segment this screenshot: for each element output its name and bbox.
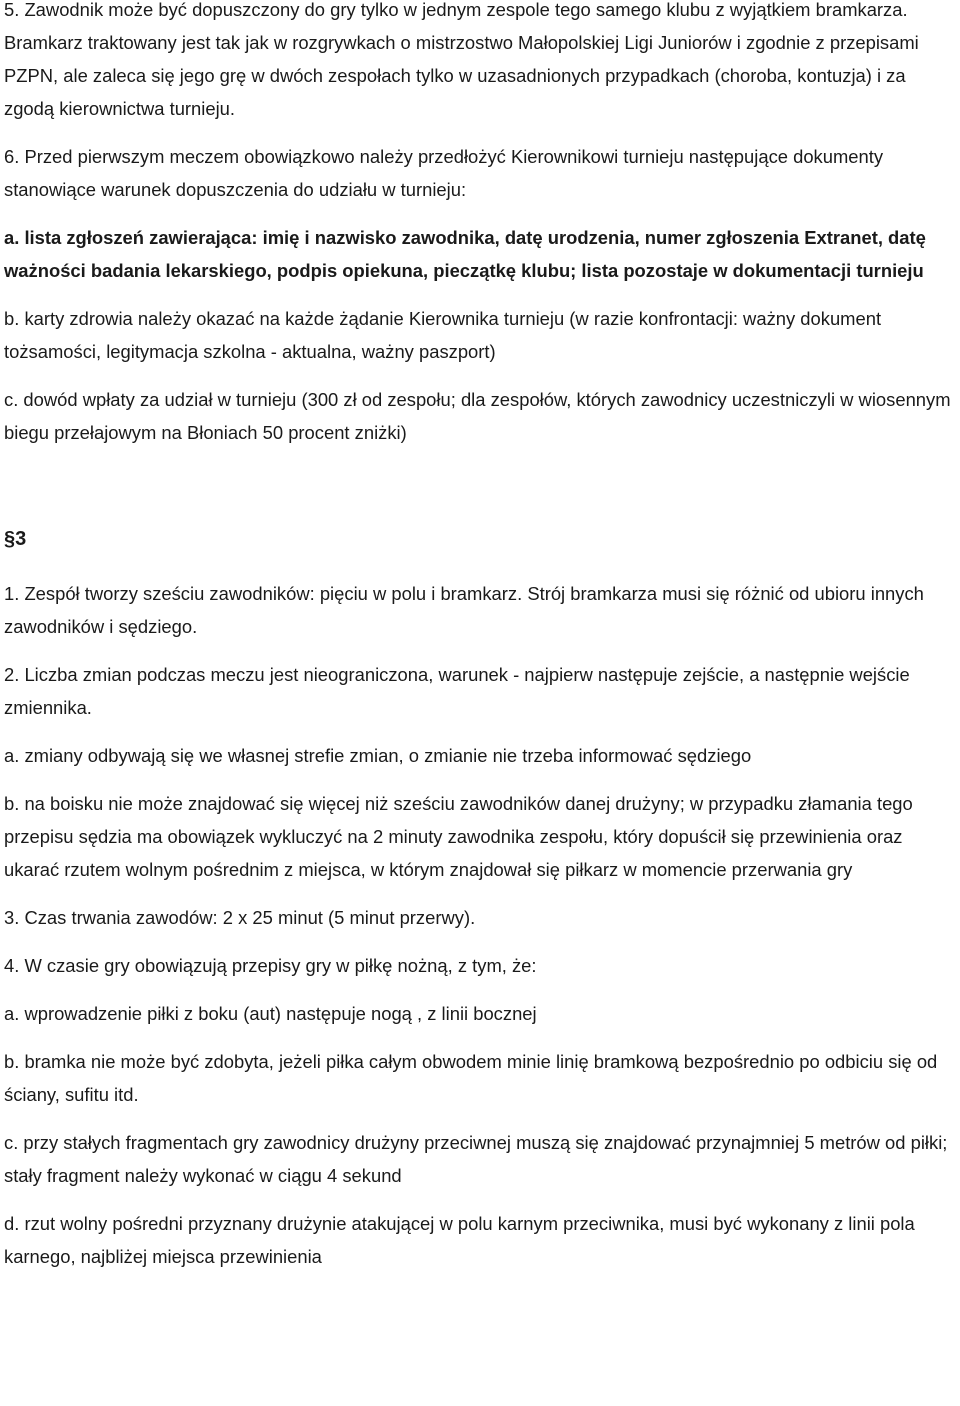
paragraph-1: 1. Zespół tworzy sześciu zawodników: pięciu w polu i bramkarz. Strój bramkarza musi się różnić od ubioru innych zawodników i sędziego. xyxy=(4,583,924,637)
paragraph-4b: b. bramka nie może być zdobyta, jeżeli piłka całym obwodem minie linię bramkową bezpośrednio po odbiciu się od ściany, sufitu itd. xyxy=(4,1051,938,1105)
paragraph-4a: a. wprowadzenie piłki z boku (aut) następuje nogą , z linii bocznej xyxy=(4,1003,537,1024)
document-page xyxy=(4,0,958,1273)
paragraph-6c: c. dowód wpłaty za udział w turnieju (300 zł od zespołu; dla zespołów, których zawodnicy uczestniczyli w wiosennym biegu przełajowym na Błoniach 50 procent zniżki) xyxy=(4,389,951,443)
section-heading: §3 xyxy=(4,528,27,550)
paragraph-4: 4. W czasie gry obowiązują przepisy gry w piłkę nożną, z tym, że: xyxy=(4,955,537,976)
paragraph-5: 5. Zawodnik może być dopuszczony do gry tylko w jednym zespole tego samego klubu z wyjątkiem bramkarza. Bramkarz traktowany jest tak jak w rozgrywkach o mistrzostwo Małopolskiej Ligi Juniorów i zgodnie z przepisami PZPN, ale zaleca się jego grę w dwóch zespołach tylko w uzasadnionych przypadkach (choroba, kontuzja) i za zgodą kierownictwa turnieju. xyxy=(4,0,919,119)
paragraph-2b: b. na boisku nie może znajdować się więcej niż sześciu zawodników danej drużyny; w przypadku złamania tego przepisu sędzia ma obowiązek wykluczyć na 2 minuty zawodnika zespołu, który dopuścił się przewinienia oraz ukarać rzutem wolnym pośrednim z miejsca, w którym znajdował się piłkarz w momencie przerwania gry xyxy=(4,793,913,880)
paragraph-3: 3. Czas trwania zawodów: 2 x 25 minut (5 minut przerwy). xyxy=(4,907,476,928)
paragraph-2: 2. Liczba zmian podczas meczu jest nieograniczona, warunek - najpierw następuje zejście, a następnie wejście zmiennika. xyxy=(4,664,910,718)
paragraph-6: 6. Przed pierwszym meczem obowiązkowo należy przedłożyć Kierownikowi turnieju następujące dokumenty stanowiące warunek dopuszczenia do udziału w turnieju: xyxy=(4,146,884,200)
paragraph-6b: b. karty zdrowia należy okazać na każde żądanie Kierownika turnieju (w razie konfrontacji: ważny dokument tożsamości, legitymacja szkolna - aktualna, ważny paszport) xyxy=(4,308,882,362)
paragraph-4d: d. rzut wolny pośredni przyznany drużynie atakującej w polu karnym przeciwnika, musi być wykonany z linii pola karnego, najbliżej miejsca przewinienia xyxy=(4,1213,915,1267)
paragraph-2a: a. zmiany odbywają się we własnej strefie zmian, o zmianie nie trzeba informować sędziego xyxy=(4,745,752,766)
paragraph-6a: a. lista zgłoszeń zawierająca: imię i nazwisko zawodnika, datę urodzenia, numer zgłoszenia Extranet, datę ważności badania lekarskiego, podpis opiekuna, pieczątkę klubu; lista pozostaje w dokumentacji turnieju xyxy=(4,227,926,281)
paragraph-4c: c. przy stałych fragmentach gry zawodnicy drużyny przeciwnej muszą się znajdować przynajmniej 5 metrów od piłki; stały fragment należy wykonać w ciągu 4 sekund xyxy=(4,1132,948,1186)
